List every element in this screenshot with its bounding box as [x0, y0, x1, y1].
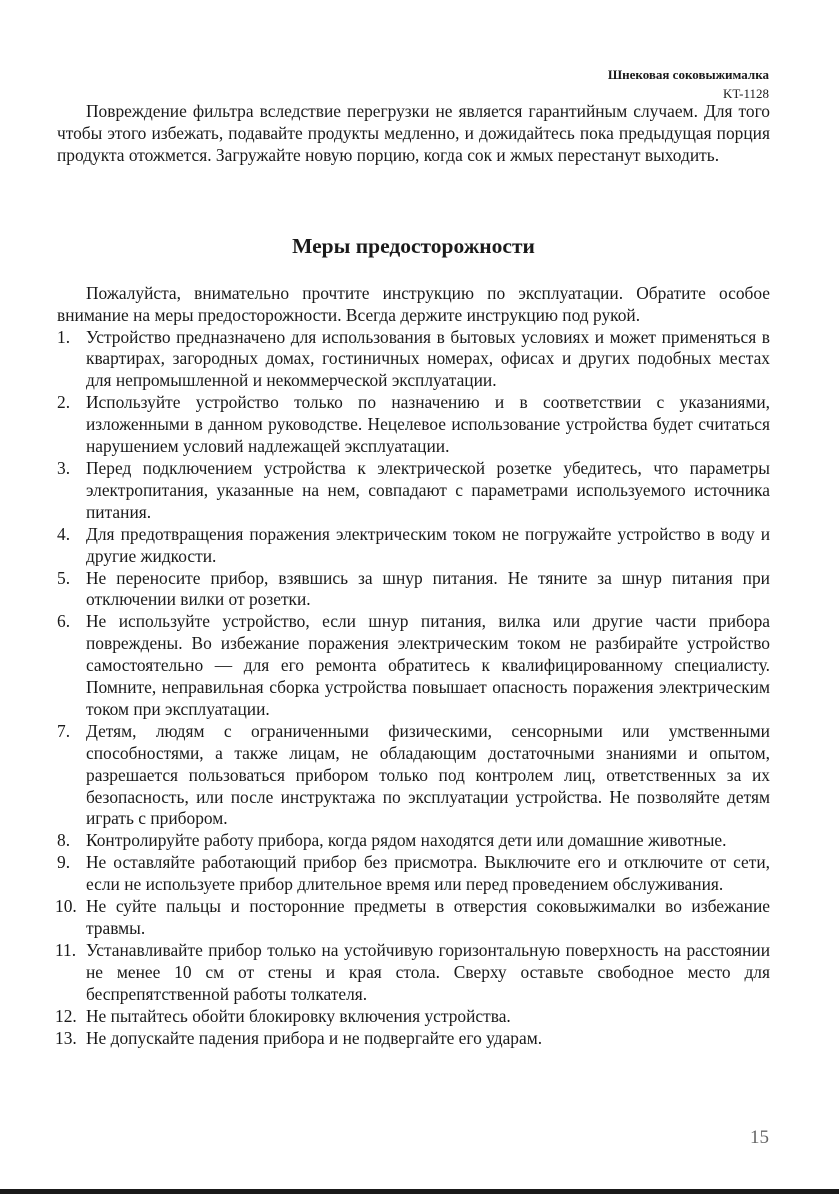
list-item-text: Устанавливайте прибор только на устойчивую горизонтальную поверхность на расстоянии не менее 10 см от стены и края стола. Сверху оставьте свободное место для беспрепятственной работы толкателя.: [86, 939, 770, 1004]
list-item-number: 7.: [57, 720, 71, 741]
list-item-number: 9.: [57, 852, 71, 873]
list-item: [57, 830, 770, 852]
list-item-text: Устройство предназначено для использования в бытовых условиях и может применяться в квартирах, загородных домах, гостиничных номерах, офисах и других подобных местах для непромышленной и некоммерческой эксплуатации.: [86, 326, 770, 391]
list-item-text: Не используйте устройство, если шнур питания, вилка или другие части прибора повреждены. Во избежание поражения электрическим током не разбирайте устройство самостоятельно — для его ремонта обратитесь к квалифицированному специалисту. Помните, неправильная сборка устройства повышает опасность поражения электрическим током при эксплуатации.: [86, 611, 770, 719]
section-title: Меры предосторожности: [292, 233, 535, 258]
list-item-text: Детям, людям с ограниченными физическими, сенсорными или умственными способностями, а также лицам, не обладающим достаточными знаниями и опытом, разрешается пользоваться прибором только под контролем лиц, ответственных за их безопасность, или после инструктажа по эксплуатации устройства. Не позволяйте детям играть с прибором.: [86, 720, 770, 829]
list-item-number: 2.: [57, 392, 71, 413]
list-item-text: Не оставляйте работающий прибор без присмотра. Выключите его и отключите от сети, если не используете прибор длительное время или перед проведением обслуживания.: [86, 852, 770, 895]
header-model-number: KT-1128: [723, 86, 769, 101]
list-item-text: Не суйте пальцы и посторонние предметы в отверстия соковыжималки во избежание травмы.: [86, 896, 770, 938]
list-item: [57, 896, 770, 940]
intro-paragraph: Повреждение фильтра вследствие перегрузки не является гарантийным случаем. Для того чтобы этого избежать, подавайте продукты медленно, и дожидайтесь пока предыдущая порция продукта отожмется. Загружайте новую порцию, когда сок и жмых перестанут выходить.: [57, 101, 770, 165]
list-item-number: 11.: [55, 939, 77, 960]
list-item: [57, 852, 770, 896]
list-item-number: 4.: [57, 523, 71, 544]
list-item: [57, 327, 770, 393]
header-product-name: Шнековая соковыжималка: [607, 67, 769, 82]
list-item-text: Не пытайтесь обойти блокировку включения устройства.: [86, 1005, 511, 1026]
page-body: [57, 101, 770, 1049]
list-item: [57, 1006, 770, 1028]
list-item: [57, 568, 770, 612]
list-item: [57, 1028, 770, 1050]
list-item-number: 6.: [57, 611, 71, 632]
page-number: 15: [750, 1127, 769, 1148]
list-item: [57, 940, 770, 1006]
list-item: [57, 458, 770, 524]
list-item: [57, 524, 770, 568]
list-item-text: Не допускайте падения прибора и не подвергайте его ударам.: [86, 1027, 543, 1048]
list-item: [57, 611, 770, 721]
section-lead-paragraph: Пожалуйста, внимательно прочтите инструкцию по эксплуатации. Обратите особое внимание на меры предосторожности. Всегда держите инструкцию под рукой.: [57, 282, 770, 325]
bottom-border: [0, 1189, 839, 1194]
list-item-number: 8.: [57, 830, 71, 851]
list-item: [57, 392, 770, 458]
list-item-number: 3.: [57, 457, 71, 478]
running-header: [608, 65, 769, 103]
list-item-number: 5.: [57, 567, 71, 588]
list-item-text: Перед подключением устройства к электрической розетке убедитесь, что параметры электропитания, указанные на нем, совпадают с параметрами используемого источника питания.: [86, 457, 770, 522]
list-item-text: Не переносите прибор, взявшись за шнур питания. Не тяните за шнур питания при отключении вилки от розетки.: [86, 567, 770, 610]
list-item-text: Контролируйте работу прибора, когда рядом находятся дети или домашние животные.: [86, 830, 727, 851]
list-item-number: 13.: [55, 1027, 77, 1048]
list-item-text: Используйте устройство только по назначению и в соответствии с указаниями, изложенными в данном руководстве. Нецелевое использование устройства будет считаться нарушением условий надлежащей эксплуатации.: [86, 392, 770, 457]
list-item-text: Для предотвращения поражения электрическим током не погружайте устройство в воду и другие жидкости.: [86, 523, 770, 566]
precautions-list: [57, 327, 770, 1050]
list-item: [57, 721, 770, 831]
list-item-number: 1.: [57, 326, 71, 347]
list-item-number: 12.: [55, 1005, 77, 1026]
list-item-number: 10.: [55, 896, 77, 917]
